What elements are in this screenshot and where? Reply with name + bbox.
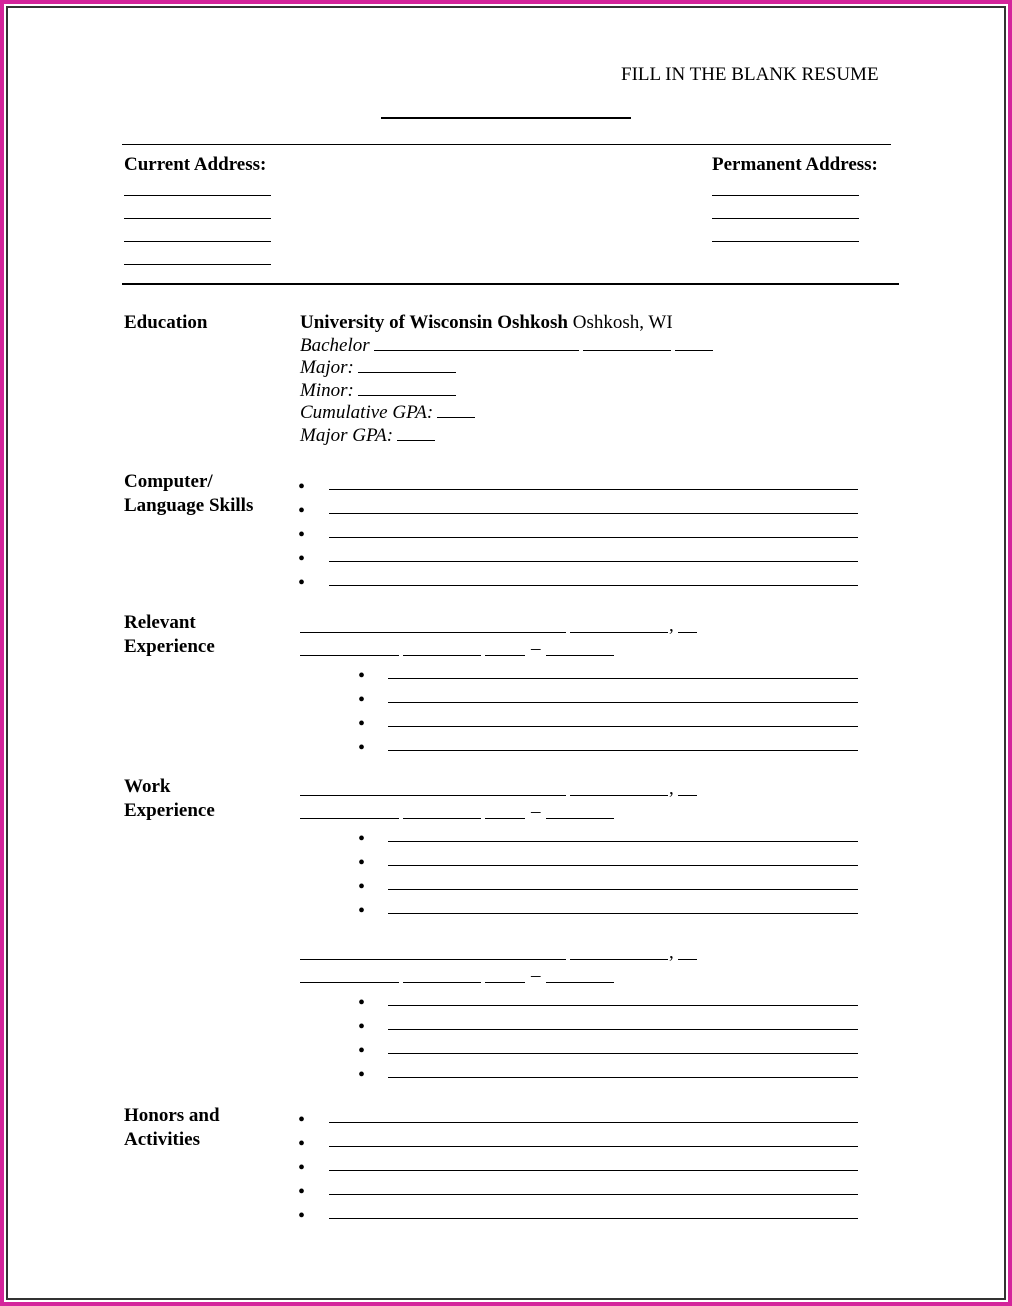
- work2-start-year-blank[interactable]: [485, 982, 525, 983]
- work1-end-blank[interactable]: [546, 818, 614, 819]
- work1-start-month-blank[interactable]: [403, 818, 481, 819]
- work2-start-month-blank[interactable]: [403, 982, 481, 983]
- skills-label: Computer/ Language Skills: [124, 471, 254, 516]
- skills-bullet: •: [298, 500, 306, 522]
- work2-bullet: •: [358, 1040, 366, 1062]
- work2-city-blank[interactable]: [570, 959, 668, 960]
- work1-title-blank[interactable]: [300, 818, 399, 819]
- work1-bullet: •: [358, 876, 366, 898]
- work-experience-label: Work Experience: [124, 776, 215, 821]
- honors-bullet: •: [298, 1181, 306, 1203]
- work2-comma: ,: [669, 942, 674, 963]
- work1-dash: –: [531, 801, 541, 822]
- relevant-bullet: •: [358, 665, 366, 687]
- minor-blank[interactable]: [358, 394, 456, 396]
- work1-blank-line[interactable]: [388, 841, 858, 842]
- relevant-bullet: •: [358, 737, 366, 759]
- relevant-title-blank[interactable]: [300, 655, 399, 656]
- honors-bullet: •: [298, 1109, 306, 1131]
- honors-activities-label: Honors and Activities: [124, 1105, 220, 1150]
- skills-bullet: •: [298, 524, 306, 546]
- permanent-address-line[interactable]: [712, 241, 859, 242]
- honors-blank-line[interactable]: [329, 1218, 858, 1219]
- current-address-line[interactable]: [124, 264, 271, 265]
- honors-blank-line[interactable]: [329, 1122, 858, 1123]
- work1-bullet: •: [358, 852, 366, 874]
- relevant-organization-blank[interactable]: [300, 632, 566, 633]
- relevant-bullet: •: [358, 713, 366, 735]
- university-line: [300, 312, 713, 335]
- honors-blank-line[interactable]: [329, 1146, 858, 1147]
- education-label: Education: [124, 312, 208, 333]
- work1-start-year-blank[interactable]: [485, 818, 525, 819]
- skills-bullet: •: [298, 476, 306, 498]
- relevant-comma: ,: [669, 615, 674, 636]
- relevant-experience-label: Relevant Experience: [124, 612, 215, 657]
- work1-blank-line[interactable]: [388, 865, 858, 866]
- skills-blank-line[interactable]: [329, 561, 858, 562]
- degree-blank[interactable]: [374, 349, 579, 351]
- name-blank-line[interactable]: [381, 117, 631, 119]
- work1-blank-line[interactable]: [388, 889, 858, 890]
- minor-line: Minor:: [300, 380, 713, 403]
- work2-blank-line[interactable]: [388, 1053, 858, 1054]
- skills-bullet: •: [298, 572, 306, 594]
- cumulative-gpa-line: Cumulative GPA:: [300, 402, 713, 425]
- relevant-blank-line[interactable]: [388, 750, 858, 751]
- work1-organization-blank[interactable]: [300, 795, 566, 796]
- work2-state-blank[interactable]: [678, 959, 697, 960]
- permanent-address-line[interactable]: [712, 195, 859, 196]
- relevant-blank-line[interactable]: [388, 702, 858, 703]
- relevant-start-year-blank[interactable]: [485, 655, 525, 656]
- major-line: Major:: [300, 357, 713, 380]
- work2-bullet: •: [358, 992, 366, 1014]
- work2-blank-line[interactable]: [388, 1029, 858, 1030]
- relevant-blank-line[interactable]: [388, 726, 858, 727]
- skills-bullet: •: [298, 548, 306, 570]
- work2-end-blank[interactable]: [546, 982, 614, 983]
- education-details: [300, 312, 713, 448]
- header-divider: [122, 144, 891, 145]
- honors-bullet: •: [298, 1157, 306, 1179]
- degree-year-blank[interactable]: [675, 349, 713, 351]
- skills-blank-line[interactable]: [329, 513, 858, 514]
- relevant-end-blank[interactable]: [546, 655, 614, 656]
- work1-state-blank[interactable]: [678, 795, 697, 796]
- relevant-dash: –: [531, 638, 541, 659]
- skills-blank-line[interactable]: [329, 489, 858, 490]
- work2-blank-line[interactable]: [388, 1077, 858, 1078]
- honors-bullet: •: [298, 1205, 306, 1227]
- skills-blank-line[interactable]: [329, 585, 858, 586]
- relevant-city-blank[interactable]: [570, 632, 668, 633]
- work2-dash: –: [531, 965, 541, 986]
- current-address-line[interactable]: [124, 218, 271, 219]
- honors-bullet: •: [298, 1133, 306, 1155]
- honors-blank-line[interactable]: [329, 1170, 858, 1171]
- skills-blank-line[interactable]: [329, 537, 858, 538]
- degree-line: Bachelor: [300, 335, 713, 358]
- current-address-line[interactable]: [124, 241, 271, 242]
- work2-title-blank[interactable]: [300, 982, 399, 983]
- university-location: Oshkosh, WI: [572, 312, 673, 333]
- current-address-label: Current Address:: [124, 154, 267, 175]
- current-address-line[interactable]: [124, 195, 271, 196]
- degree-field-blank[interactable]: [583, 349, 671, 351]
- document-title: FILL IN THE BLANK RESUME: [621, 64, 879, 85]
- relevant-start-month-blank[interactable]: [403, 655, 481, 656]
- relevant-bullet: •: [358, 689, 366, 711]
- relevant-state-blank[interactable]: [678, 632, 697, 633]
- honors-blank-line[interactable]: [329, 1194, 858, 1195]
- work1-city-blank[interactable]: [570, 795, 668, 796]
- permanent-address-line[interactable]: [712, 218, 859, 219]
- work1-bullet: •: [358, 828, 366, 850]
- major-gpa-blank[interactable]: [397, 439, 435, 441]
- relevant-blank-line[interactable]: [388, 678, 858, 679]
- address-divider: [122, 283, 899, 285]
- permanent-address-label: Permanent Address:: [712, 154, 878, 175]
- work2-organization-blank[interactable]: [300, 959, 566, 960]
- work2-bullet: •: [358, 1064, 366, 1086]
- cumulative-gpa-blank[interactable]: [437, 416, 475, 418]
- work1-bullet: •: [358, 900, 366, 922]
- work1-comma: ,: [669, 778, 674, 799]
- university-name: University of Wisconsin Oshkosh: [300, 312, 569, 333]
- major-blank[interactable]: [358, 371, 456, 373]
- work1-blank-line[interactable]: [388, 913, 858, 914]
- work2-blank-line[interactable]: [388, 1005, 858, 1006]
- work2-bullet: •: [358, 1016, 366, 1038]
- major-gpa-line: Major GPA:: [300, 425, 713, 448]
